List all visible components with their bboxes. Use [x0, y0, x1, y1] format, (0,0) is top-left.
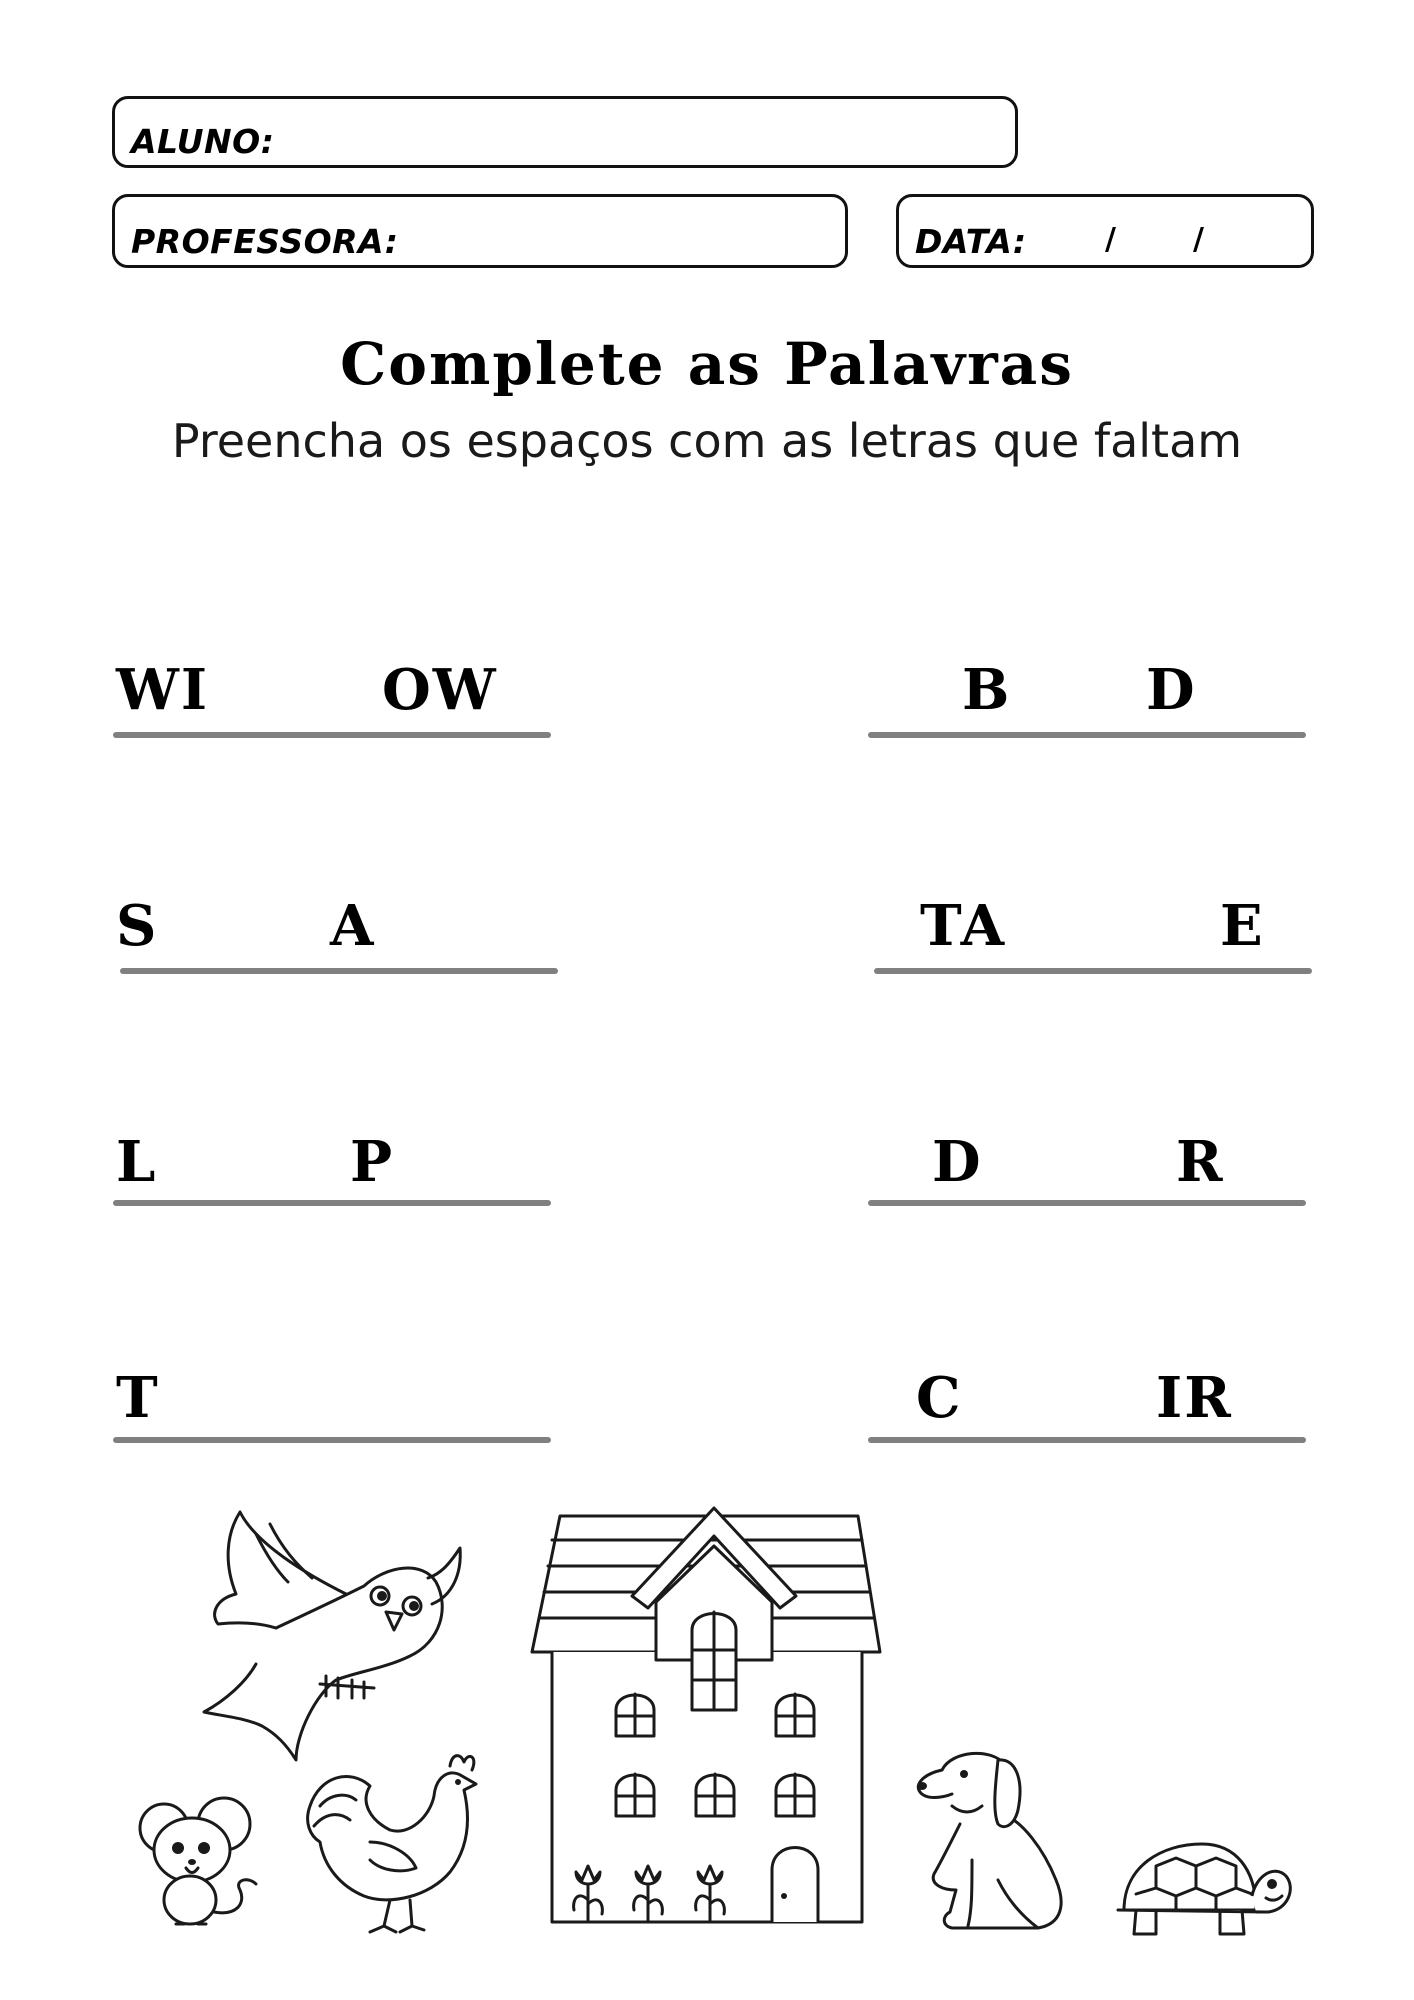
- word-1-part-1: WI: [116, 657, 210, 723]
- word-3-answer-line[interactable]: [120, 968, 558, 974]
- teacher-label: PROFESSORA:: [131, 222, 399, 261]
- word-6-part-1: D: [932, 1129, 983, 1195]
- hen-illustration: [300, 1746, 484, 1936]
- house-illustration: [528, 1500, 884, 1930]
- word-2-part-2: D: [1146, 657, 1197, 723]
- word-6-answer-line[interactable]: [868, 1200, 1306, 1206]
- word-7-part-1: T: [116, 1365, 160, 1431]
- page-subtitle: Preencha os espaços com as letras que faltam: [171, 414, 1243, 468]
- date-field[interactable]: [896, 194, 1314, 268]
- word-6-part-2: R: [1176, 1129, 1225, 1195]
- bird-illustration: [196, 1504, 472, 1766]
- student-name-field[interactable]: [112, 96, 1018, 168]
- teacher-name-field[interactable]: [112, 194, 848, 268]
- date-label: DATA:: [915, 222, 1027, 261]
- word-4-part-1: TA: [920, 893, 1007, 959]
- word-3-part-2: A: [330, 893, 376, 959]
- mouse-illustration: [136, 1794, 268, 1930]
- word-8-part-1: C: [916, 1365, 963, 1431]
- date-separator-1: /: [1105, 222, 1116, 257]
- word-1-part-2: OW: [382, 657, 498, 723]
- word-7-answer-line[interactable]: [113, 1437, 551, 1443]
- student-label: ALUNO:: [131, 122, 275, 161]
- word-4-answer-line[interactable]: [874, 968, 1312, 974]
- word-5-part-1: L: [116, 1129, 158, 1195]
- word-5-answer-line[interactable]: [113, 1200, 551, 1206]
- word-2-answer-line[interactable]: [868, 732, 1306, 738]
- date-separator-2: /: [1193, 222, 1204, 257]
- word-8-answer-line[interactable]: [868, 1437, 1306, 1443]
- word-3-part-1: S: [116, 893, 159, 959]
- dog-illustration: [912, 1740, 1084, 1936]
- word-5-part-2: P: [350, 1129, 395, 1195]
- word-1-answer-line[interactable]: [113, 732, 551, 738]
- turtle-illustration: [1116, 1836, 1292, 1942]
- word-2-part-1: B: [962, 657, 1012, 723]
- page-title: Complete as Palavras: [340, 330, 1074, 398]
- word-4-part-2: E: [1220, 893, 1265, 959]
- word-8-part-2: IR: [1156, 1365, 1233, 1431]
